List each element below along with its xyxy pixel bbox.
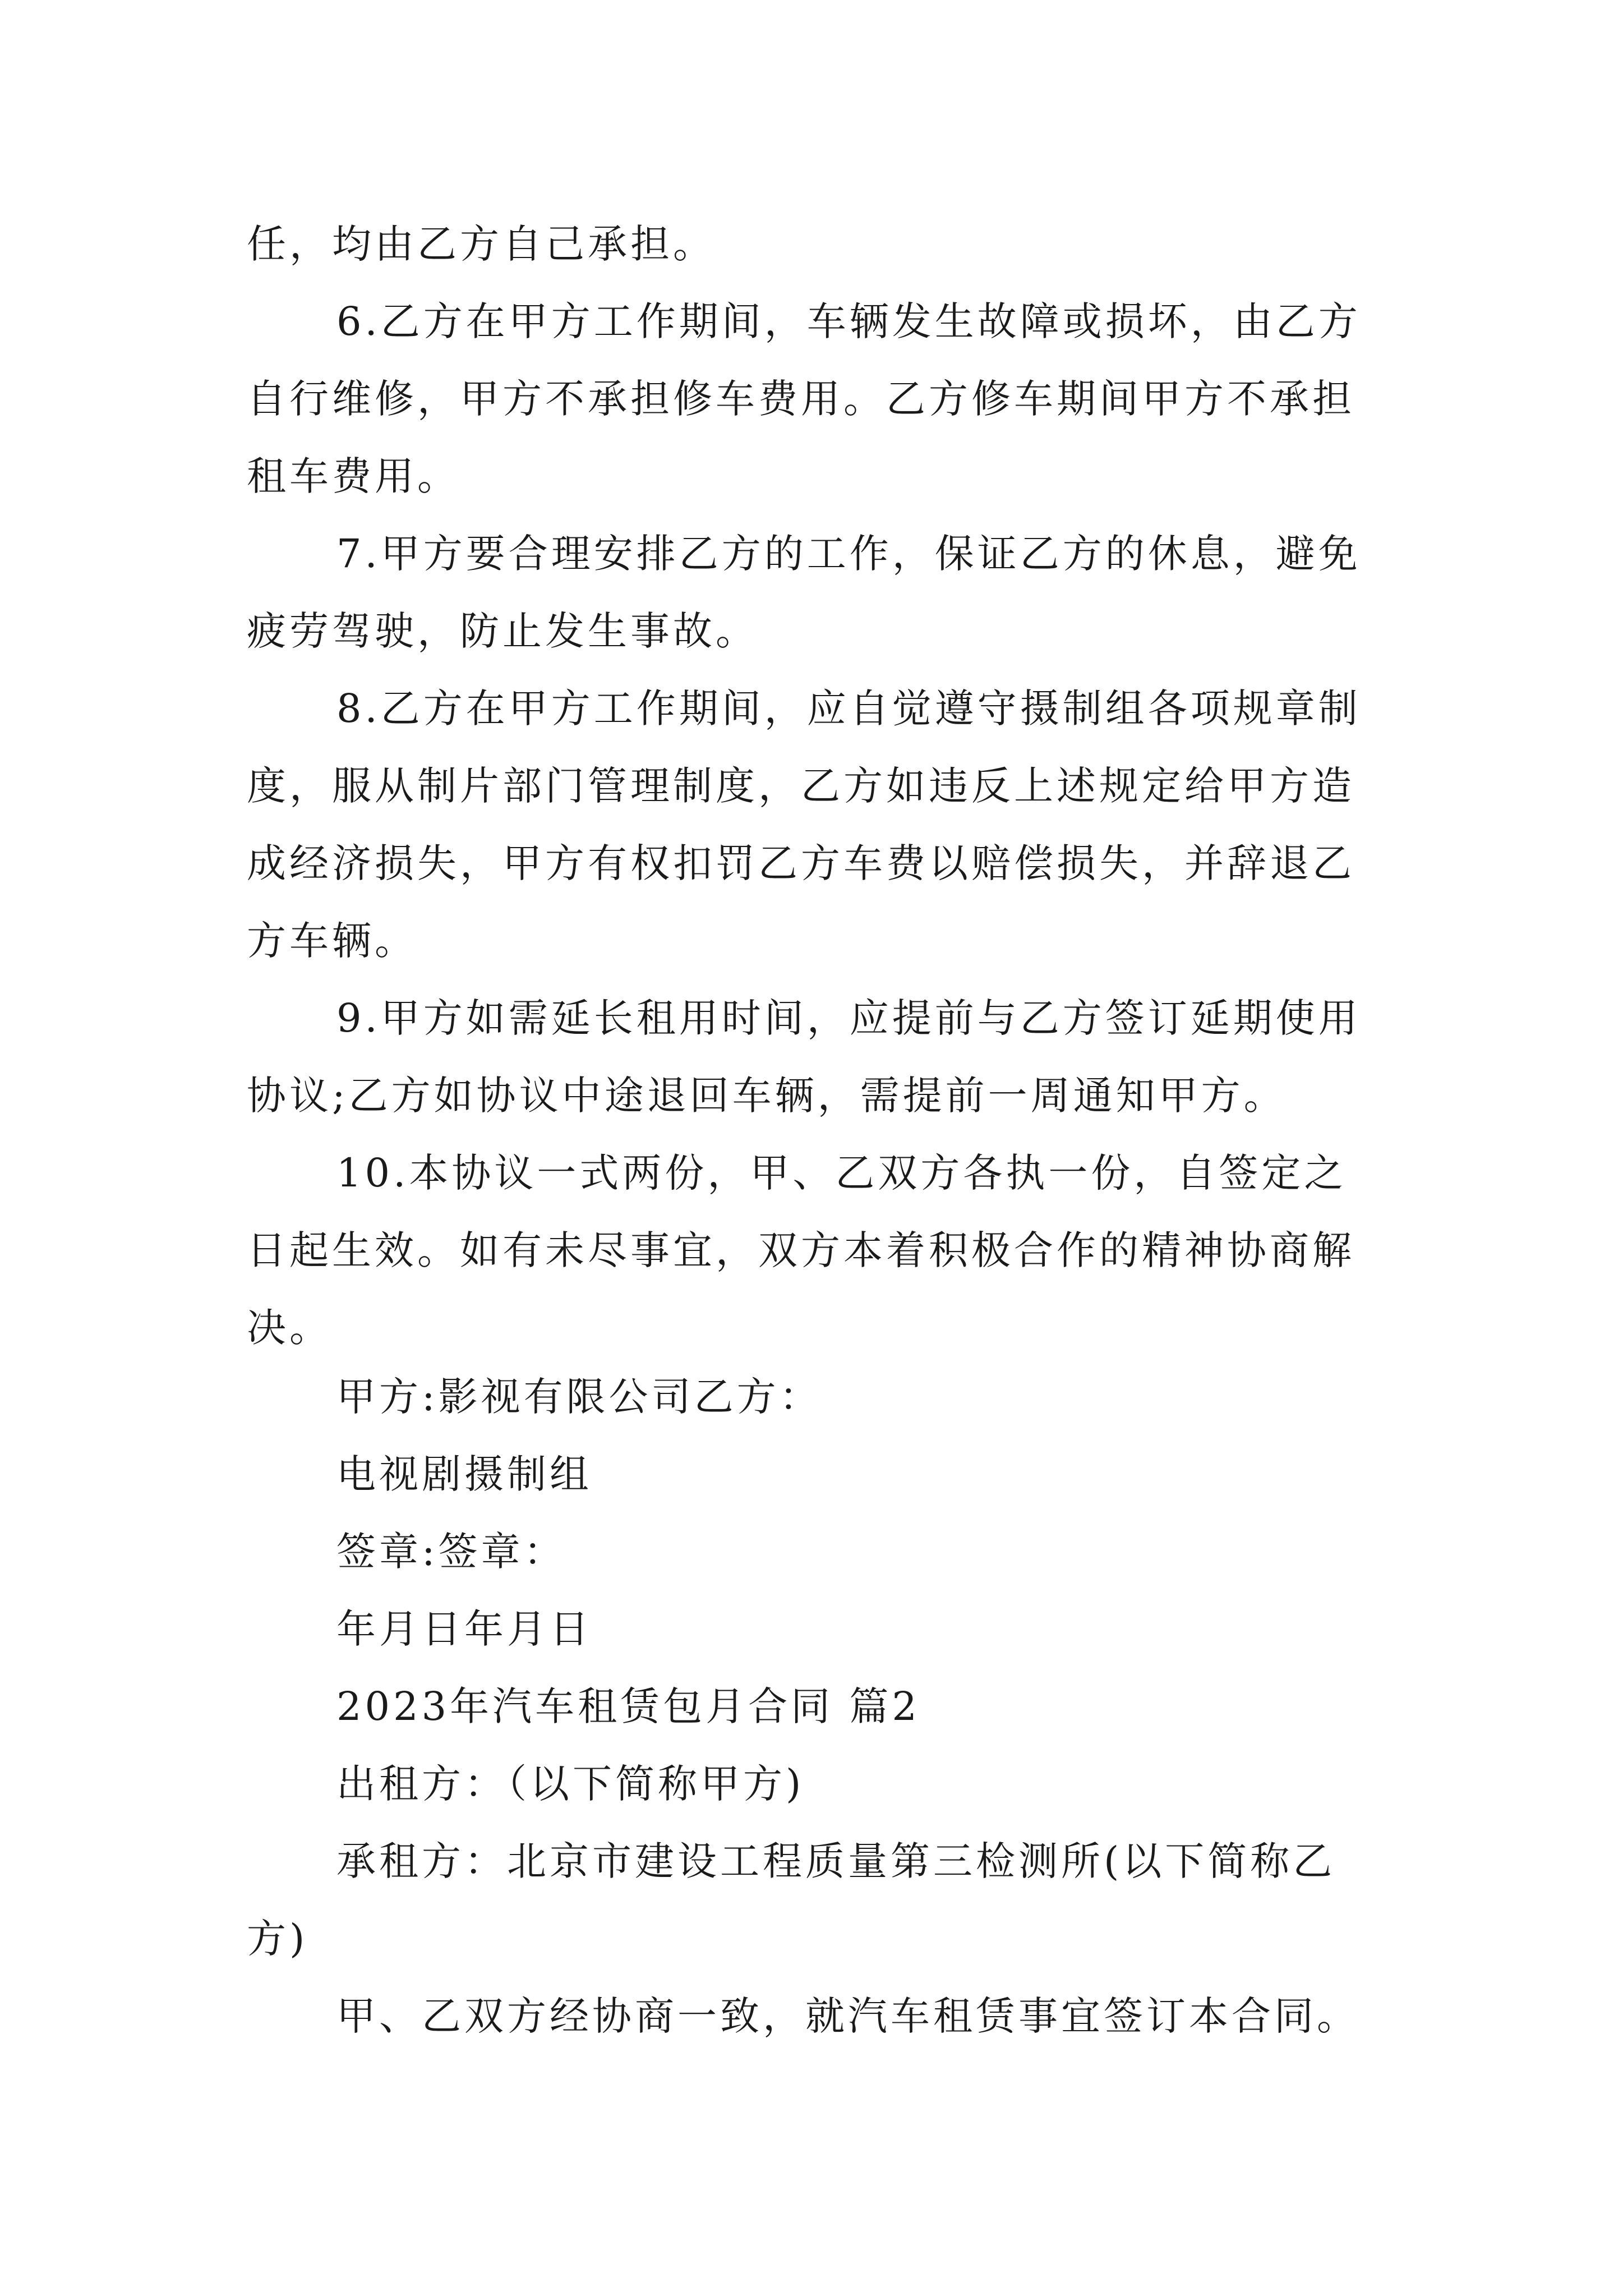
agreement-line: 甲、乙双方经协商一致，就汽车租赁事宜签订本合同。 (336, 1993, 1359, 2039)
clause-8-line-1: 8.乙方在甲方工作期间，应自觉遵守摄制组各项规章制 (336, 685, 1361, 731)
clause-8-line-4: 方车辆。 (247, 918, 417, 964)
clause-9-line-1: 9.甲方如需延长租用时间，应提前与乙方签订延期使用 (336, 995, 1361, 1041)
lessor-line: 出租方：（以下简称甲方) (336, 1761, 805, 1807)
clause-7-line-2: 疲劳驾驶，防止发生事故。 (247, 608, 758, 654)
party-a-line: 甲方:影视有限公司乙方： (336, 1374, 822, 1420)
clause-9-line-2: 协议;乙方如协议中途退回车辆，需提前一周通知甲方。 (247, 1073, 1287, 1119)
text-line: 任，均由乙方自己承担。 (247, 221, 716, 267)
clause-7-line-1: 7.甲方要合理安排乙方的工作，保证乙方的休息，避免 (336, 531, 1361, 577)
clause-6-line-3: 租车费用。 (247, 453, 460, 499)
clause-8-line-3: 成经济损失，甲方有权扣罚乙方车费以赔偿损失，并辞退乙 (247, 840, 1355, 886)
clause-10-line-2: 日起生效。如有未尽事宜，双方本着积极合作的精神协商解 (247, 1227, 1355, 1273)
signature-line: 签章:签章： (336, 1529, 566, 1575)
clause-10-line-3: 决。 (247, 1305, 332, 1351)
lessee-line-2: 方) (247, 1916, 308, 1962)
clause-8-line-2: 度，服从制片部门管理制度，乙方如违反上述规定给甲方造 (247, 763, 1355, 809)
section-title: 2023年汽车租赁包月合同 篇2 (336, 1683, 920, 1729)
clause-6-line-2: 自行维修，甲方不承担修车费用。乙方修车期间甲方不承担 (247, 376, 1355, 422)
crew-line: 电视剧摄制组 (336, 1451, 592, 1497)
clause-6-line-1: 6.乙方在甲方工作期间，车辆发生故障或损坏，由乙方 (336, 298, 1361, 344)
lessee-line-1: 承租方：北京市建设工程质量第三检测所(以下简称乙 (336, 1838, 1336, 1884)
date-line: 年月日年月日 (336, 1606, 592, 1652)
clause-10-line-1: 10.本协议一式两份，甲、乙双方各执一份，自签定之 (336, 1150, 1347, 1196)
